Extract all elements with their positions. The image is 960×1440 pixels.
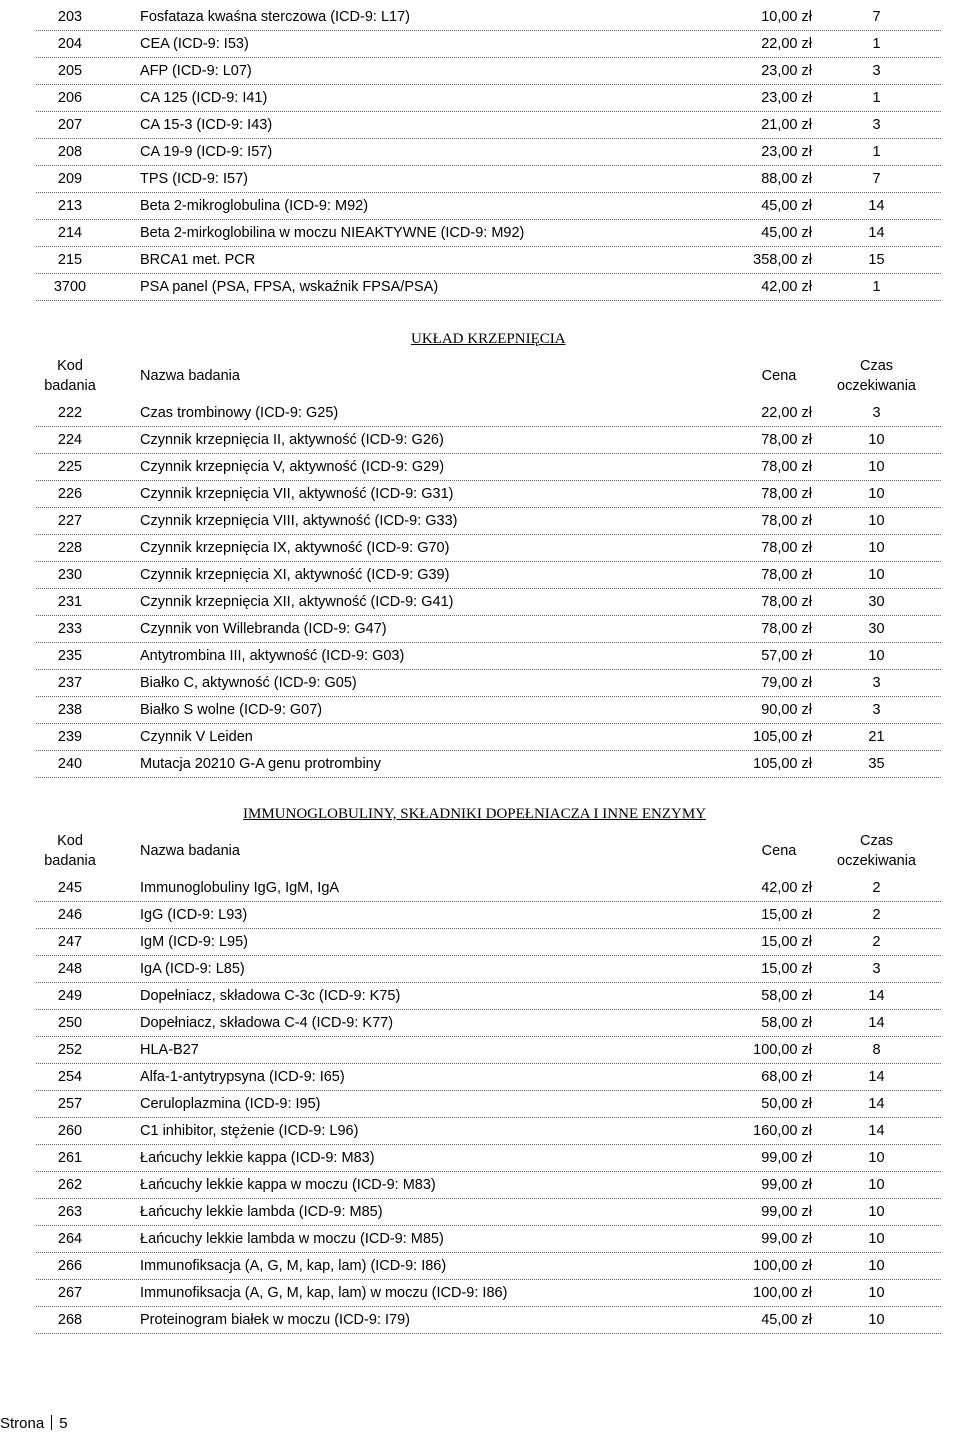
row-name: IgA (ICD-9: L85) <box>140 961 245 977</box>
row-wait-time: 14 <box>868 225 885 241</box>
row-price: 78,00 zł <box>761 432 812 448</box>
table-row <box>36 139 941 166</box>
row-price: 99,00 zł <box>761 1231 812 1247</box>
row-name: Czas trombinowy (ICD-9: G25) <box>140 405 339 421</box>
table-row <box>36 1091 941 1118</box>
row-price: 78,00 zł <box>761 459 812 475</box>
table-row <box>36 220 941 247</box>
page-footer <box>0 1415 68 1432</box>
table-row <box>36 983 941 1010</box>
row-code: 264 <box>57 1231 83 1247</box>
row-name: TPS (ICD-9: I57) <box>140 171 248 187</box>
row-price: 15,00 zł <box>761 934 812 950</box>
row-code: 257 <box>57 1096 83 1112</box>
row-name: Immunoglobuliny IgG, IgM, IgA <box>140 880 340 896</box>
table-row <box>36 724 941 751</box>
row-code: 213 <box>57 198 83 214</box>
table-row <box>36 751 941 778</box>
row-code: 209 <box>57 171 83 187</box>
row-wait-time: 14 <box>868 1096 885 1112</box>
row-code: 245 <box>57 880 83 896</box>
row-price: 358,00 zł <box>753 252 812 268</box>
header-code: Kod badania <box>44 358 96 394</box>
row-wait-time: 1 <box>872 90 881 106</box>
row-wait-time: 2 <box>872 880 881 896</box>
row-code: 247 <box>57 934 83 950</box>
row-code: 208 <box>57 144 83 160</box>
row-code: 224 <box>57 432 83 448</box>
row-code: 204 <box>57 36 83 52</box>
row-code: 215 <box>57 252 83 268</box>
row-price: 100,00 zł <box>753 1258 812 1274</box>
row-price: 78,00 zł <box>761 540 812 556</box>
row-code: 262 <box>57 1177 83 1193</box>
row-price: 50,00 zł <box>761 1096 812 1112</box>
table-row <box>36 643 941 670</box>
row-code: 225 <box>57 459 83 475</box>
table-row <box>36 274 941 301</box>
footer-separator <box>51 1415 52 1430</box>
table-row <box>36 1010 941 1037</box>
row-code: 206 <box>57 90 83 106</box>
row-name: C1 inhibitor, stężenie (ICD-9: L96) <box>140 1123 359 1139</box>
row-wait-time: 15 <box>868 252 885 268</box>
table-row <box>36 875 941 902</box>
row-price: 100,00 zł <box>753 1285 812 1301</box>
row-wait-time: 7 <box>872 171 881 187</box>
row-wait-time: 14 <box>868 1123 885 1139</box>
row-price: 105,00 zł <box>753 729 812 745</box>
header-price: Cena <box>761 843 797 859</box>
row-wait-time: 1 <box>872 36 881 52</box>
row-wait-time: 3 <box>872 702 881 718</box>
row-wait-time: 10 <box>868 513 885 529</box>
row-name: Dopełniacz, składowa C-4 (ICD-9: K77) <box>140 1015 394 1031</box>
row-code: 266 <box>57 1258 83 1274</box>
table-immunoglobulins <box>36 827 941 1334</box>
row-price: 21,00 zł <box>761 117 812 133</box>
table-row <box>36 247 941 274</box>
row-name: Łańcuchy lekkie kappa w moczu (ICD-9: M83) <box>140 1177 436 1193</box>
row-wait-time: 3 <box>872 63 881 79</box>
row-price: 42,00 zł <box>761 880 812 896</box>
row-wait-time: 14 <box>868 1069 885 1085</box>
table-row <box>36 58 941 85</box>
row-wait-time: 3 <box>872 117 881 133</box>
row-code: 248 <box>57 961 83 977</box>
table-row <box>36 535 941 562</box>
table-row <box>36 193 941 220</box>
section-title-coagulation: UKŁAD KRZEPNIĘCIA <box>411 331 566 347</box>
row-wait-time: 10 <box>868 1204 885 1220</box>
table-row <box>36 956 941 983</box>
row-price: 78,00 zł <box>761 621 812 637</box>
row-wait-time: 10 <box>868 1312 885 1328</box>
table-row <box>36 1199 941 1226</box>
row-wait-time: 14 <box>868 1015 885 1031</box>
row-wait-time: 1 <box>872 279 881 295</box>
table-row <box>36 1118 941 1145</box>
row-wait-time: 7 <box>872 9 881 25</box>
row-code: 260 <box>57 1123 83 1139</box>
table-row <box>36 1064 941 1091</box>
row-wait-time: 10 <box>868 648 885 664</box>
row-wait-time: 14 <box>868 988 885 1004</box>
table-row <box>36 508 941 535</box>
row-code: 205 <box>57 63 83 79</box>
table-row <box>36 1226 941 1253</box>
row-wait-time: 10 <box>868 1285 885 1301</box>
row-price: 99,00 zł <box>761 1150 812 1166</box>
row-wait-time: 10 <box>868 1231 885 1247</box>
header-name: Nazwa badania <box>140 368 240 384</box>
row-code: 235 <box>57 648 83 664</box>
row-name: Łańcuchy lekkie lambda w moczu (ICD-9: M85) <box>140 1231 444 1247</box>
row-price: 90,00 zł <box>761 702 812 718</box>
row-price: 10,00 zł <box>761 9 812 25</box>
row-code: 230 <box>57 567 83 583</box>
row-price: 78,00 zł <box>761 594 812 610</box>
row-price: 42,00 zł <box>761 279 812 295</box>
row-name: CA 125 (ICD-9: I41) <box>140 90 268 106</box>
table-row <box>36 4 941 31</box>
row-price: 45,00 zł <box>761 225 812 241</box>
row-name: CA 19-9 (ICD-9: I57) <box>140 144 273 160</box>
row-code: 233 <box>57 621 83 637</box>
row-wait-time: 3 <box>872 405 881 421</box>
row-code: 3700 <box>53 279 87 295</box>
row-name: Łańcuchy lekkie kappa (ICD-9: M83) <box>140 1150 375 1166</box>
row-name: Czynnik krzepnięcia II, aktywność (ICD-9: G26) <box>140 432 444 448</box>
row-code: 254 <box>57 1069 83 1085</box>
row-code: 267 <box>57 1285 83 1301</box>
row-wait-time: 2 <box>872 934 881 950</box>
row-wait-time: 10 <box>868 1150 885 1166</box>
row-wait-time: 10 <box>868 459 885 475</box>
row-wait-time: 30 <box>868 621 885 637</box>
table-header <box>36 827 941 875</box>
row-code: 231 <box>57 594 83 610</box>
row-code: 263 <box>57 1204 83 1220</box>
table-row <box>36 1037 941 1064</box>
row-price: 23,00 zł <box>761 63 812 79</box>
row-code: 222 <box>57 405 83 421</box>
row-price: 57,00 zł <box>761 648 812 664</box>
row-price: 15,00 zł <box>761 961 812 977</box>
row-price: 45,00 zł <box>761 198 812 214</box>
row-name: Immunofiksacja (A, G, M, kap, lam) w moczu (ICD-9: I86) <box>140 1285 508 1301</box>
row-name: Czynnik krzepnięcia VII, aktywność (ICD-9: G31) <box>140 486 454 502</box>
table-row <box>36 1253 941 1280</box>
row-name: Proteinogram białek w moczu (ICD-9: I79) <box>140 1312 410 1328</box>
table-row <box>36 616 941 643</box>
row-name: CEA (ICD-9: I53) <box>140 36 249 52</box>
row-name: Alfa-1-antytrypsyna (ICD-9: I65) <box>140 1069 345 1085</box>
header-name: Nazwa badania <box>140 843 240 859</box>
row-price: 88,00 zł <box>761 171 812 187</box>
table-row <box>36 562 941 589</box>
row-name: BRCA1 met. PCR <box>140 252 256 268</box>
row-name: Czynnik von Willebranda (ICD-9: G47) <box>140 621 387 637</box>
row-name: Czynnik krzepnięcia XI, aktywność (ICD-9: G39) <box>140 567 450 583</box>
row-wait-time: 14 <box>868 198 885 214</box>
table-row <box>36 454 941 481</box>
table-row <box>36 1280 941 1307</box>
table-coagulation <box>36 352 941 778</box>
row-name: Antytrombina III, aktywność (ICD-9: G03) <box>140 648 405 664</box>
header-price: Cena <box>761 368 797 384</box>
row-name: PSA panel (PSA, FPSA, wskaźnik FPSA/PSA) <box>140 279 439 295</box>
row-code: 226 <box>57 486 83 502</box>
row-price: 23,00 zł <box>761 144 812 160</box>
row-code: 207 <box>57 117 83 133</box>
row-wait-time: 30 <box>868 594 885 610</box>
row-wait-time: 35 <box>868 756 885 772</box>
row-price: 99,00 zł <box>761 1204 812 1220</box>
row-name: Beta 2-mirkoglobilina w moczu NIEAKTYWNE (ICD-9: M92) <box>140 225 525 241</box>
row-name: AFP (ICD-9: L07) <box>140 63 252 79</box>
row-price: 22,00 zł <box>761 36 812 52</box>
row-price: 100,00 zł <box>753 1042 812 1058</box>
row-wait-time: 3 <box>872 961 881 977</box>
table-row <box>36 1307 941 1334</box>
row-price: 160,00 zł <box>753 1123 812 1139</box>
row-name: IgG (ICD-9: L93) <box>140 907 248 923</box>
row-name: Białko S wolne (ICD-9: G07) <box>140 702 323 718</box>
row-name: Czynnik krzepnięcia XII, aktywność (ICD-9: G41) <box>140 594 454 610</box>
row-code: 228 <box>57 540 83 556</box>
row-code: 249 <box>57 988 83 1004</box>
row-price: 99,00 zł <box>761 1177 812 1193</box>
row-price: 78,00 zł <box>761 567 812 583</box>
row-price: 45,00 zł <box>761 1312 812 1328</box>
row-name: Dopełniacz, składowa C-3c (ICD-9: K75) <box>140 988 401 1004</box>
row-name: HLA-B27 <box>140 1042 199 1058</box>
row-code: 237 <box>57 675 83 691</box>
row-name: Łańcuchy lekkie lambda (ICD-9: M85) <box>140 1204 383 1220</box>
table-row <box>36 112 941 139</box>
row-wait-time: 10 <box>868 486 885 502</box>
row-wait-time: 21 <box>868 729 885 745</box>
table-header <box>36 352 941 400</box>
row-price: 68,00 zł <box>761 1069 812 1085</box>
header-code: Kod badania <box>44 833 96 869</box>
row-name: Fosfataza kwaśna sterczowa (ICD-9: L17) <box>140 9 410 25</box>
row-price: 79,00 zł <box>761 675 812 691</box>
row-name: Ceruloplazmina (ICD-9: I95) <box>140 1096 321 1112</box>
row-price: 58,00 zł <box>761 1015 812 1031</box>
table-row <box>36 166 941 193</box>
row-name: Czynnik krzepnięcia IX, aktywność (ICD-9: G70) <box>140 540 450 556</box>
row-code: 239 <box>57 729 83 745</box>
row-wait-time: 10 <box>868 1258 885 1274</box>
row-code: 246 <box>57 907 83 923</box>
row-wait-time: 10 <box>868 567 885 583</box>
footer-label: Strona <box>0 1415 45 1432</box>
row-code: 250 <box>57 1015 83 1031</box>
row-name: Czynnik krzepnięcia VIII, aktywność (ICD-9: G33) <box>140 513 458 529</box>
row-price: 78,00 zł <box>761 513 812 529</box>
row-code: 252 <box>57 1042 83 1058</box>
table-row <box>36 670 941 697</box>
header-time: Czas oczekiwania <box>837 833 916 869</box>
row-wait-time: 1 <box>872 144 881 160</box>
table-row <box>36 1172 941 1199</box>
row-price: 58,00 zł <box>761 988 812 1004</box>
row-name: IgM (ICD-9: L95) <box>140 934 248 950</box>
row-wait-time: 10 <box>868 432 885 448</box>
row-price: 23,00 zł <box>761 90 812 106</box>
page-number: 5 <box>59 1415 68 1432</box>
row-name: Czynnik V Leiden <box>140 729 253 745</box>
table-row <box>36 1145 941 1172</box>
row-name: Immunofiksacja (A, G, M, kap, lam) (ICD-9: I86) <box>140 1258 447 1274</box>
row-wait-time: 2 <box>872 907 881 923</box>
row-wait-time: 10 <box>868 1177 885 1193</box>
row-code: 214 <box>57 225 83 241</box>
row-name: Mutacja 20210 G-A genu protrombiny <box>140 756 381 772</box>
row-code: 261 <box>57 1150 83 1166</box>
row-code: 227 <box>57 513 83 529</box>
table-row <box>36 902 941 929</box>
table-continuation <box>36 4 941 301</box>
table-row <box>36 589 941 616</box>
table-row <box>36 929 941 956</box>
row-price: 105,00 zł <box>753 756 812 772</box>
row-name: CA 15-3 (ICD-9: I43) <box>140 117 273 133</box>
row-wait-time: 8 <box>872 1042 881 1058</box>
table-row <box>36 481 941 508</box>
row-name: Białko C, aktywność (ICD-9: G05) <box>140 675 357 691</box>
row-wait-time: 10 <box>868 540 885 556</box>
table-row <box>36 31 941 58</box>
row-price: 22,00 zł <box>761 405 812 421</box>
header-time: Czas oczekiwania <box>837 358 916 394</box>
table-row <box>36 400 941 427</box>
table-row <box>36 427 941 454</box>
table-row <box>36 697 941 724</box>
row-price: 15,00 zł <box>761 907 812 923</box>
row-name: Czynnik krzepnięcia V, aktywność (ICD-9: G29) <box>140 459 445 475</box>
row-code: 203 <box>57 9 83 25</box>
table-row <box>36 85 941 112</box>
row-code: 268 <box>57 1312 83 1328</box>
row-code: 238 <box>57 702 83 718</box>
row-wait-time: 3 <box>872 675 881 691</box>
section-title-immunoglobulins: IMMUNOGLOBULINY, SKŁADNIKI DOPEŁNIACZA I INNE ENZYMY <box>243 806 707 822</box>
row-price: 78,00 zł <box>761 486 812 502</box>
row-code: 240 <box>57 756 83 772</box>
row-name: Beta 2-mikroglobulina (ICD-9: M92) <box>140 198 369 214</box>
